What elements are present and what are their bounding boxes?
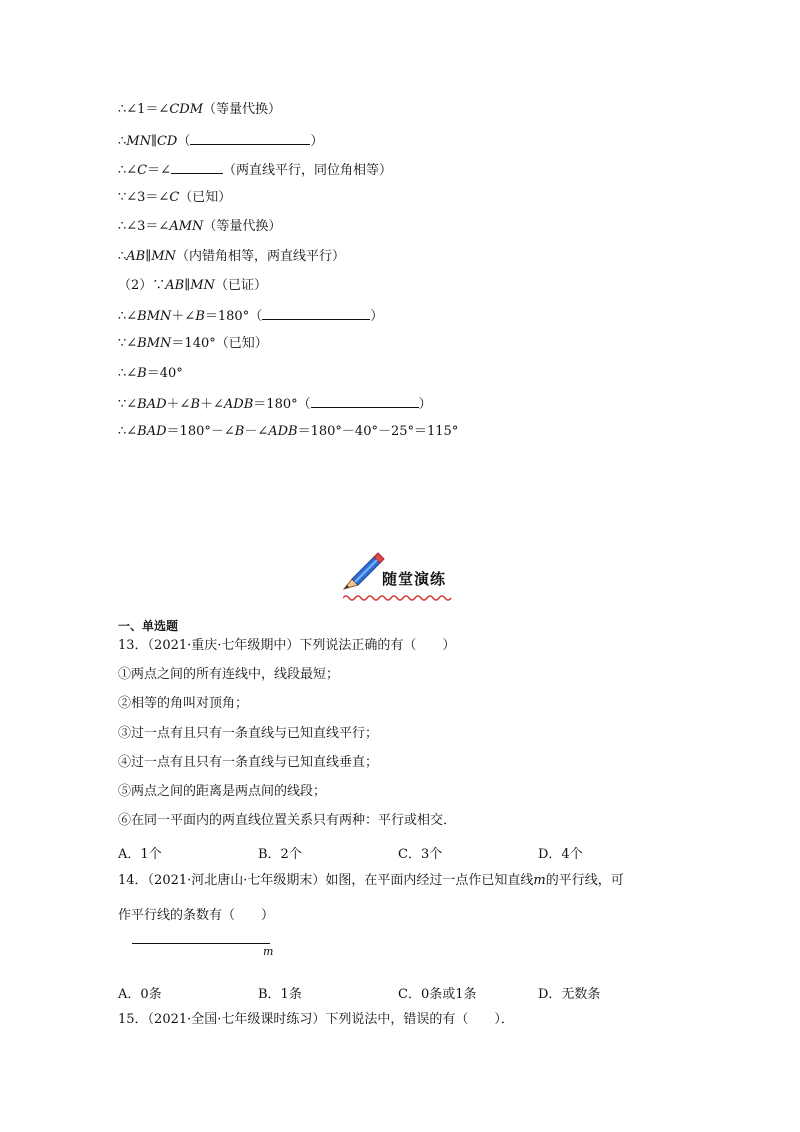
option-d[interactable]: D．4个 bbox=[538, 847, 583, 862]
option-c[interactable]: C．3个 bbox=[398, 847, 443, 862]
q14-options bbox=[118, 983, 678, 1002]
q13-item: ③过一点有且只有一条直线与已知直线平行； bbox=[118, 726, 379, 741]
q14-stem: 14．（2021·河北唐山·七年级期末）如图，在平面内经过一点作已知直线m的平行线，可 bbox=[118, 873, 624, 888]
section-heading: 一、单选题 bbox=[118, 619, 179, 633]
option-b[interactable]: B．1条 bbox=[258, 987, 302, 1002]
proof-line-11: ∵∠BAD＋∠B＋∠ADB＝180°（ ） bbox=[118, 397, 432, 412]
option-b[interactable]: B．2个 bbox=[258, 847, 302, 862]
proof-line-8: ∴∠BMN＋∠B＝180°（ ） bbox=[118, 309, 384, 324]
answer-blank[interactable] bbox=[262, 307, 370, 320]
proof-line-2: ∴MN∥CD（ ） bbox=[118, 134, 324, 149]
proof-line-3: ∴∠C＝∠ （两直线平行，同位角相等） bbox=[118, 163, 393, 178]
q13-item: ①两点之间的所有连线中，线段最短； bbox=[118, 667, 340, 682]
figure-line-label: m bbox=[263, 945, 274, 958]
q13-options bbox=[118, 843, 678, 862]
proof-line-5: ∴∠3＝∠AMN（等量代换） bbox=[118, 219, 282, 234]
option-a[interactable]: A．1个 bbox=[118, 847, 162, 862]
figure-line-m bbox=[132, 943, 270, 944]
q13-item: ②相等的角叫对顶角； bbox=[118, 696, 249, 711]
option-d[interactable]: D．无数条 bbox=[538, 987, 601, 1002]
q13-item: ④过一点有且只有一条直线与已知直线垂直； bbox=[118, 755, 379, 770]
q14-stem-continued: 作平行线的条数有（ ） bbox=[118, 908, 275, 923]
answer-blank[interactable] bbox=[311, 395, 419, 408]
proof-line-7: （2）∵AB∥MN（已证） bbox=[118, 278, 267, 293]
q13-item: ⑤两点之间的距离是两点间的线段； bbox=[118, 784, 327, 799]
answer-blank[interactable] bbox=[190, 132, 310, 145]
q13-stem: 13．（2021·重庆·七年级期中）下列说法正确的有（ ） bbox=[118, 638, 456, 653]
q15-stem: 15．（2021·全国·七年级课时练习）下列说法中，错误的有（ ）． bbox=[118, 1012, 514, 1027]
q13-item: ⑥在同一平面内的两直线位置关系只有两种：平行或相交． bbox=[118, 813, 457, 828]
answer-blank[interactable] bbox=[171, 161, 223, 174]
proof-line-10: ∴∠B＝40° bbox=[118, 366, 183, 381]
proof-line-9: ∵∠BMN＝140°（已知） bbox=[118, 336, 268, 351]
proof-line-12: ∴∠BAD＝180°－∠B－∠ADB＝180°－40°－25°＝115° bbox=[118, 424, 459, 439]
proof-line-6: ∴AB∥MN（内错角相等，两直线平行） bbox=[118, 249, 345, 264]
section-banner-title: 随堂演练 bbox=[382, 570, 447, 588]
proof-line-1: ∴∠1＝∠CDM（等量代换） bbox=[118, 102, 282, 117]
option-a[interactable]: A．0条 bbox=[118, 987, 162, 1002]
option-c[interactable]: C．0条或1条 bbox=[398, 987, 477, 1002]
proof-line-4: ∵∠3＝∠C（已知） bbox=[118, 190, 232, 205]
wavy-underline bbox=[343, 594, 453, 602]
